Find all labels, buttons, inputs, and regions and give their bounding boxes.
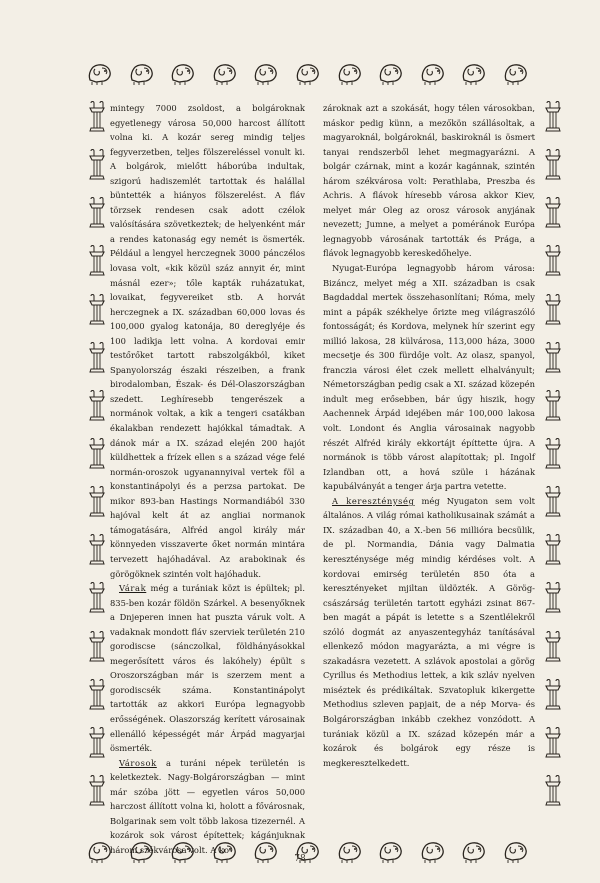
column-capital-icon	[88, 485, 106, 517]
column-capital-icon	[88, 244, 106, 276]
paragraph-keyword: Városok	[119, 757, 157, 768]
column-capital-icon	[544, 244, 562, 276]
column-capital-icon	[544, 293, 562, 325]
column-capital-icon	[544, 148, 562, 180]
sheep-head-icon	[377, 60, 405, 86]
column-capital-icon	[88, 389, 106, 421]
page-number: 78	[294, 854, 306, 864]
paragraph-keyword: A kereszténység	[332, 495, 415, 506]
paragraph-text: még a turániak közt is épültek; pl. 835-ben kozár földön Szárkel. A besenyőknek a Dnjeperen innen hat puszta váruk volt. A vadaknak mondott fláv szerviek területén 210 gorodiscse (sánczolkal, földhányásokkal megerősített város és lakóhely) épült s Oroszországban már is szerzem ment a gorodiscsék száma. Konstantinápolyt tartották az akkori Európa legnagyobb erősségének. Olaszország kerített városainak ellenálló képességét már Árpád magyarjai ösmerték.	[110, 583, 305, 754]
left-text-column	[110, 101, 305, 855]
paragraph-text: zároknak azt a szokását, hogy télen városokban, máskor pedig künn, a mezőkön szállásoltak, a magyaroknál, bolgároknál, baskiroknál is ösmert tanyai rendszerből lehet megmagyarázni. A bolgár czárnak, mint a kozár kagánnak, szintén három székvárosa volt: Perathlaba, Preszba és Achris. A flávok híresebb városa akkor Kiev, melyet már Oleg az orosz városok anyjának nevezett; Jumne, a melyet a poméránok Európa legnagyobb városának tartották és Prága, a flávok legnagyobb kereskedőhelye.	[323, 103, 535, 259]
paragraph-keyword: Várak	[119, 583, 147, 594]
column-capital-icon	[88, 293, 106, 325]
column-capital-icon	[544, 774, 562, 806]
right-text-column	[323, 101, 535, 827]
column-capital-icon	[88, 100, 106, 132]
column-capital-icon	[88, 581, 106, 613]
column-capital-icon	[544, 581, 562, 613]
paragraph-western-europe	[323, 261, 535, 494]
sheep-head-icon	[460, 60, 488, 86]
column-capital-icon	[544, 726, 562, 758]
column-capital-icon	[544, 196, 562, 228]
paragraph-text: Nyugat-Európa legnagyobb három városa: Bizáncz, melyet még a XII. században is csak Bagdaddal mertek összehasonlítani; Róma, mely mint a pápák székhelye őrizte meg világraszóló fontosságát; és Kordova, melynek hír szerint egy millió lakosa, 28 külvárosa, 113,000 háza, 3000 mecsetje és 300 fürdője volt. Az olasz, spanyol, franczia városi élet czek mellett elhalványult; Németországban pedig csak a XI. század közepén indult meg erősebben, bár úgy hiszik, hogy Aachennek Árpád idejében már 100,000 lakosa volt. Londont és Anglia városainak nagyobb részét Alfréd király ekkortájt építtette újra. A normánok is több várost alapítottak; pl. Ingolf Izlandban ott, a hová szüle i házának kapubálványát a tenger árja partra vetette.	[323, 263, 535, 492]
top-ornament-border	[86, 58, 530, 88]
column-capital-icon	[544, 341, 562, 373]
sheep-head-icon	[252, 60, 280, 86]
column-capital-icon	[544, 678, 562, 710]
paragraph-warfare	[110, 101, 305, 581]
column-capital-icon	[88, 726, 106, 758]
column-capital-icon	[544, 100, 562, 132]
column-capital-icon	[88, 533, 106, 565]
column-capital-icon	[88, 437, 106, 469]
paragraph-text: mintegy 7000 zsoldost, a bolgároknak egyetlenegy városa 50,000 harcost állított volna ki. A kozár sereg mindig teljes fegyverzetben, teljes fölszereléssel vonult ki. A bolgárok, mielőtt háborúba indultak, szigorú hadiszemlét tartottak és halállal büntették a hiányos fölszerelést. A fláv törzsek rendesen csak adott czélok valósítására szövetkeztek; de helyenként már a rendes katonaság egy nemét is ösmerték. Például a lengyel herczegnek 3000 pánczélos lovasa volt, «kik közül száz annyit ér, mint másnál ezer»; tőle kapták ruházatukat, lovaikat, fegyvereiket stb. A horvát herczegnek a IX. században 60,000 lovas és 100,000 gyalog katonája, 80 dereglyéje és 100 ladikja lett volna. A kordovai emir testőrőket tartott rabszolgákból, kiket Spanyolország északi részeiben, a frank birodalomban, Észak- és Dél-Olaszországban szedett. Leghíresebb tengerészek a normánok voltak, a kik a tengeri csatákban ékalakban rendezett hajókkal támadtak. A dánok már a IX. század elején 200 hajót küldhettek a frízek ellen s a század vége felé normán-oroszok ugyanannyival vertek föl a konstantinápolyi és a perzsa partokat. De mikor 893-ban Hastings Normandiából 330 hajóval kelt át az angliai normanok támogatására, Alfréd angol király már könnyeden visszaverte őket normán mintára tervezett hajóhadával. Az arabokinak és görögöknek szintén volt hajóhaduk.	[110, 103, 305, 579]
column-capital-icon	[88, 774, 106, 806]
column-capital-icon	[544, 485, 562, 517]
paragraph-cities	[110, 756, 305, 858]
paragraph-castles	[110, 581, 305, 756]
column-capital-icon	[88, 341, 106, 373]
column-capital-icon	[544, 630, 562, 662]
column-capital-icon	[88, 148, 106, 180]
column-capital-icon	[544, 533, 562, 565]
sheep-head-icon	[336, 60, 364, 86]
paragraph-christianity	[323, 494, 535, 770]
paragraph-khazar-cities	[323, 101, 535, 261]
left-ornament-border	[86, 100, 108, 806]
column-capital-icon	[88, 196, 106, 228]
paragraph-text: a turáni népek területén is keletkeztek. Nagy-Bolgárországban — mint már szóba jött — egyetlen város 50,000 harczost állított volna ki, holott a fővárosnak, Bolgarinak sem volt több lakosa tizezernél. A kozárok sok várost építettek; kágánjuknak három székvárosa volt. A ko-	[110, 757, 305, 855]
sheep-head-icon	[211, 60, 239, 86]
column-capital-icon	[88, 630, 106, 662]
sheep-head-icon	[502, 60, 530, 86]
sheep-head-icon	[128, 60, 156, 86]
right-ornament-border	[542, 100, 564, 806]
sheep-head-icon	[294, 60, 322, 86]
paragraph-text: még Nyugaton sem volt általános. A világ római katholikusainak számát a IX. században 40, a X.-ben 56 millióra becsülik, de pl. Normandia, Dánia vagy Dalmatia kereszténysége még mindig kérdéses volt. A kordovai emirség területén 850 óta a keresztényeket mjiltan üldözték. A Görög-császárság területén tartott egyházi zsinat 867-ben magát a pápát is letette s a Szentlélekről szóló dogmát az anyaszentegyház tanításával ellenkező módon magyarázta, a mi végre is szakadásra vezetett. A szlávok apostolai a görög Cyrillus és Methodius lettek, a kik szláv nyelven miséztek és prédikáltak. Szvatopluk kikergette Methodius szleven papjait, de a nép Morva- és Bolgárországban inkább czekhez vonzódott. A turániak közül a IX. század közepén már a kozárok és bolgárok egy része is megkeresztelkedett.	[323, 495, 535, 768]
column-capital-icon	[544, 389, 562, 421]
column-capital-icon	[544, 437, 562, 469]
column-capital-icon	[88, 678, 106, 710]
sheep-head-icon	[86, 60, 114, 86]
sheep-head-icon	[169, 60, 197, 86]
sheep-head-icon	[419, 60, 447, 86]
